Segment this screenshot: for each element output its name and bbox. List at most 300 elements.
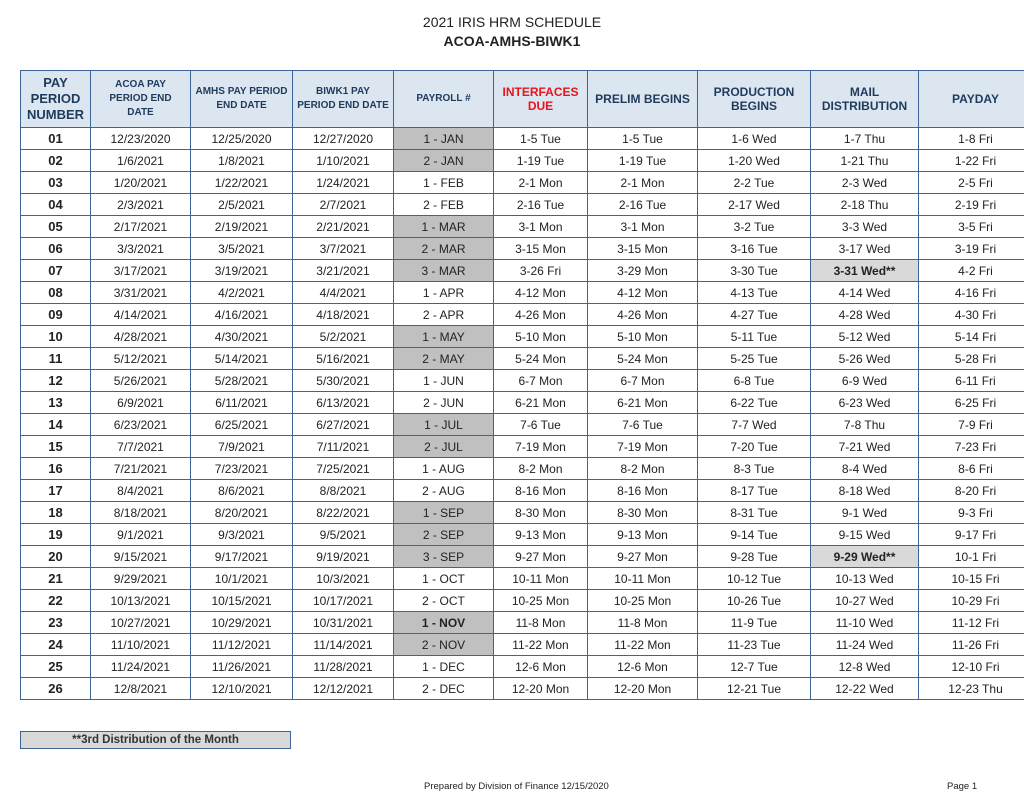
cell-payroll-number: 2 - MAR (394, 238, 494, 260)
cell-payroll-number: 1 - DEC (394, 656, 494, 678)
footnote: **3rd Distribution of the Month (20, 731, 291, 749)
table-row (21, 172, 1024, 194)
cell-interfaces-due: 4-26 Mon (494, 304, 588, 326)
cell-interfaces-due: 5-10 Mon (494, 326, 588, 348)
cell-payday: 6-25 Fri (919, 392, 1024, 414)
table-row (21, 326, 1024, 348)
cell-mail-distribution: 9-1 Wed (811, 502, 919, 524)
cell-production-begins: 1-6 Wed (698, 128, 811, 150)
cell-amhs-end-date: 6/11/2021 (191, 392, 293, 414)
cell-interfaces-due: 6-21 Mon (494, 392, 588, 414)
cell-mail-distribution: 3-31 Wed** (811, 260, 919, 282)
cell-payday: 8-6 Fri (919, 458, 1024, 480)
cell-production-begins: 11-23 Tue (698, 634, 811, 656)
cell-payroll-number: 1 - APR (394, 282, 494, 304)
table-row (21, 194, 1024, 216)
cell-prelim-begins: 10-25 Mon (588, 590, 698, 612)
cell-acoa-end-date: 8/18/2021 (91, 502, 191, 524)
cell-amhs-end-date: 4/2/2021 (191, 282, 293, 304)
header-amhs-end-date: AMHS PAY PERIOD END DATE (191, 71, 293, 128)
cell-production-begins: 4-27 Tue (698, 304, 811, 326)
header-biwk1-end-date: BIWK1 PAY PERIOD END DATE (293, 71, 394, 128)
cell-interfaces-due: 5-24 Mon (494, 348, 588, 370)
cell-interfaces-due: 8-16 Mon (494, 480, 588, 502)
cell-acoa-end-date: 9/15/2021 (91, 546, 191, 568)
cell-pay-period-number: 16 (21, 458, 91, 480)
cell-pay-period-number: 01 (21, 128, 91, 150)
cell-payday: 2-5 Fri (919, 172, 1024, 194)
cell-payroll-number: 1 - JUL (394, 414, 494, 436)
cell-production-begins: 1-20 Wed (698, 150, 811, 172)
cell-payroll-number: 2 - FEB (394, 194, 494, 216)
table-row (21, 480, 1024, 502)
cell-production-begins: 7-7 Wed (698, 414, 811, 436)
table-row (21, 678, 1024, 700)
table-row (21, 436, 1024, 458)
cell-pay-period-number: 26 (21, 678, 91, 700)
cell-prelim-begins: 12-20 Mon (588, 678, 698, 700)
cell-biwk1-end-date: 5/2/2021 (293, 326, 394, 348)
cell-acoa-end-date: 3/3/2021 (91, 238, 191, 260)
cell-interfaces-due: 11-8 Mon (494, 612, 588, 634)
cell-interfaces-due: 6-7 Mon (494, 370, 588, 392)
cell-payday: 5-14 Fri (919, 326, 1024, 348)
cell-mail-distribution: 1-21 Thu (811, 150, 919, 172)
cell-acoa-end-date: 1/6/2021 (91, 150, 191, 172)
cell-acoa-end-date: 6/23/2021 (91, 414, 191, 436)
header-acoa-end-date: ACOA PAY PERIOD END DATE (91, 71, 191, 128)
cell-payday: 12-23 Thu (919, 678, 1024, 700)
cell-biwk1-end-date: 11/14/2021 (293, 634, 394, 656)
cell-prelim-begins: 4-12 Mon (588, 282, 698, 304)
cell-mail-distribution: 12-22 Wed (811, 678, 919, 700)
cell-payroll-number: 2 - NOV (394, 634, 494, 656)
cell-mail-distribution: 8-4 Wed (811, 458, 919, 480)
cell-mail-distribution: 7-8 Thu (811, 414, 919, 436)
cell-payday: 4-30 Fri (919, 304, 1024, 326)
cell-mail-distribution: 8-18 Wed (811, 480, 919, 502)
cell-acoa-end-date: 7/7/2021 (91, 436, 191, 458)
cell-prelim-begins: 9-27 Mon (588, 546, 698, 568)
cell-prelim-begins: 11-22 Mon (588, 634, 698, 656)
table-row (21, 238, 1024, 260)
table-row (21, 282, 1024, 304)
cell-payday: 3-19 Fri (919, 238, 1024, 260)
cell-amhs-end-date: 9/3/2021 (191, 524, 293, 546)
cell-acoa-end-date: 5/26/2021 (91, 370, 191, 392)
cell-amhs-end-date: 12/10/2021 (191, 678, 293, 700)
cell-biwk1-end-date: 1/24/2021 (293, 172, 394, 194)
cell-pay-period-number: 03 (21, 172, 91, 194)
cell-interfaces-due: 8-30 Mon (494, 502, 588, 524)
table-row (21, 524, 1024, 546)
cell-payday: 9-17 Fri (919, 524, 1024, 546)
cell-production-begins: 3-2 Tue (698, 216, 811, 238)
cell-prelim-begins: 7-19 Mon (588, 436, 698, 458)
cell-payroll-number: 1 - AUG (394, 458, 494, 480)
table-row (21, 370, 1024, 392)
cell-acoa-end-date: 9/1/2021 (91, 524, 191, 546)
cell-mail-distribution: 4-14 Wed (811, 282, 919, 304)
cell-pay-period-number: 05 (21, 216, 91, 238)
cell-amhs-end-date: 7/9/2021 (191, 436, 293, 458)
cell-production-begins: 10-12 Tue (698, 568, 811, 590)
cell-mail-distribution: 10-13 Wed (811, 568, 919, 590)
cell-production-begins: 9-28 Tue (698, 546, 811, 568)
page-number: Page 1 (947, 781, 978, 792)
cell-payroll-number: 1 - SEP (394, 502, 494, 524)
cell-acoa-end-date: 10/13/2021 (91, 590, 191, 612)
cell-pay-period-number: 20 (21, 546, 91, 568)
cell-pay-period-number: 13 (21, 392, 91, 414)
cell-payroll-number: 1 - JAN (394, 128, 494, 150)
cell-amhs-end-date: 7/23/2021 (191, 458, 293, 480)
cell-biwk1-end-date: 8/8/2021 (293, 480, 394, 502)
cell-pay-period-number: 10 (21, 326, 91, 348)
cell-payroll-number: 2 - JUL (394, 436, 494, 458)
cell-interfaces-due: 11-22 Mon (494, 634, 588, 656)
cell-acoa-end-date: 2/3/2021 (91, 194, 191, 216)
cell-prelim-begins: 4-26 Mon (588, 304, 698, 326)
cell-payroll-number: 1 - OCT (394, 568, 494, 590)
cell-production-begins: 8-17 Tue (698, 480, 811, 502)
cell-prelim-begins: 5-10 Mon (588, 326, 698, 348)
cell-acoa-end-date: 7/21/2021 (91, 458, 191, 480)
cell-prelim-begins: 6-7 Mon (588, 370, 698, 392)
cell-payroll-number: 2 - JAN (394, 150, 494, 172)
cell-acoa-end-date: 4/28/2021 (91, 326, 191, 348)
cell-payday: 4-2 Fri (919, 260, 1024, 282)
cell-interfaces-due: 9-27 Mon (494, 546, 588, 568)
cell-production-begins: 10-26 Tue (698, 590, 811, 612)
table-row (21, 546, 1024, 568)
cell-pay-period-number: 19 (21, 524, 91, 546)
cell-mail-distribution: 12-8 Wed (811, 656, 919, 678)
cell-amhs-end-date: 5/28/2021 (191, 370, 293, 392)
prepared-by: Prepared by Division of Finance 12/15/2020 (424, 781, 609, 792)
cell-biwk1-end-date: 9/5/2021 (293, 524, 394, 546)
schedule-table (20, 70, 1024, 700)
cell-amhs-end-date: 11/12/2021 (191, 634, 293, 656)
cell-acoa-end-date: 1/20/2021 (91, 172, 191, 194)
cell-biwk1-end-date: 6/13/2021 (293, 392, 394, 414)
cell-biwk1-end-date: 5/30/2021 (293, 370, 394, 392)
cell-payday: 7-23 Fri (919, 436, 1024, 458)
cell-payroll-number: 1 - MAR (394, 216, 494, 238)
cell-amhs-end-date: 10/1/2021 (191, 568, 293, 590)
cell-production-begins: 4-13 Tue (698, 282, 811, 304)
cell-production-begins: 8-3 Tue (698, 458, 811, 480)
table-row (21, 216, 1024, 238)
cell-interfaces-due: 3-15 Mon (494, 238, 588, 260)
cell-interfaces-due: 3-26 Fri (494, 260, 588, 282)
cell-mail-distribution: 1-7 Thu (811, 128, 919, 150)
cell-pay-period-number: 04 (21, 194, 91, 216)
cell-prelim-begins: 12-6 Mon (588, 656, 698, 678)
cell-interfaces-due: 2-1 Mon (494, 172, 588, 194)
cell-pay-period-number: 08 (21, 282, 91, 304)
cell-payday: 12-10 Fri (919, 656, 1024, 678)
header-mail-distribution: MAIL DISTRIBUTION (811, 71, 919, 128)
table-row (21, 150, 1024, 172)
cell-interfaces-due: 3-1 Mon (494, 216, 588, 238)
cell-payroll-number: 3 - SEP (394, 546, 494, 568)
cell-mail-distribution: 2-18 Thu (811, 194, 919, 216)
cell-biwk1-end-date: 3/7/2021 (293, 238, 394, 260)
cell-pay-period-number: 24 (21, 634, 91, 656)
cell-biwk1-end-date: 6/27/2021 (293, 414, 394, 436)
cell-payday: 2-19 Fri (919, 194, 1024, 216)
cell-payday: 10-15 Fri (919, 568, 1024, 590)
cell-prelim-begins: 8-16 Mon (588, 480, 698, 502)
cell-mail-distribution: 5-26 Wed (811, 348, 919, 370)
cell-biwk1-end-date: 9/19/2021 (293, 546, 394, 568)
table-row (21, 656, 1024, 678)
cell-production-begins: 5-25 Tue (698, 348, 811, 370)
cell-payday: 9-3 Fri (919, 502, 1024, 524)
cell-biwk1-end-date: 11/28/2021 (293, 656, 394, 678)
table-row (21, 260, 1024, 282)
cell-amhs-end-date: 3/19/2021 (191, 260, 293, 282)
cell-payroll-number: 2 - APR (394, 304, 494, 326)
cell-interfaces-due: 7-6 Tue (494, 414, 588, 436)
cell-production-begins: 3-16 Tue (698, 238, 811, 260)
cell-amhs-end-date: 1/22/2021 (191, 172, 293, 194)
cell-acoa-end-date: 11/24/2021 (91, 656, 191, 678)
cell-acoa-end-date: 5/12/2021 (91, 348, 191, 370)
cell-pay-period-number: 12 (21, 370, 91, 392)
cell-biwk1-end-date: 12/12/2021 (293, 678, 394, 700)
cell-payday: 11-26 Fri (919, 634, 1024, 656)
cell-amhs-end-date: 8/20/2021 (191, 502, 293, 524)
cell-prelim-begins: 5-24 Mon (588, 348, 698, 370)
cell-mail-distribution: 9-29 Wed** (811, 546, 919, 568)
cell-acoa-end-date: 8/4/2021 (91, 480, 191, 502)
cell-production-begins: 6-8 Tue (698, 370, 811, 392)
cell-biwk1-end-date: 4/18/2021 (293, 304, 394, 326)
cell-pay-period-number: 15 (21, 436, 91, 458)
cell-biwk1-end-date: 2/21/2021 (293, 216, 394, 238)
cell-production-begins: 12-7 Tue (698, 656, 811, 678)
cell-prelim-begins: 8-2 Mon (588, 458, 698, 480)
cell-prelim-begins: 11-8 Mon (588, 612, 698, 634)
cell-acoa-end-date: 3/17/2021 (91, 260, 191, 282)
cell-interfaces-due: 12-20 Mon (494, 678, 588, 700)
header-interfaces-due: INTERFACES DUE (494, 71, 588, 128)
cell-mail-distribution: 6-23 Wed (811, 392, 919, 414)
cell-biwk1-end-date: 7/11/2021 (293, 436, 394, 458)
cell-mail-distribution: 6-9 Wed (811, 370, 919, 392)
cell-amhs-end-date: 2/19/2021 (191, 216, 293, 238)
cell-acoa-end-date: 9/29/2021 (91, 568, 191, 590)
cell-amhs-end-date: 3/5/2021 (191, 238, 293, 260)
cell-prelim-begins: 2-1 Mon (588, 172, 698, 194)
header-pay-period-number: PAY PERIOD NUMBER (21, 71, 91, 128)
cell-amhs-end-date: 5/14/2021 (191, 348, 293, 370)
table-row (21, 414, 1024, 436)
cell-pay-period-number: 06 (21, 238, 91, 260)
cell-acoa-end-date: 12/8/2021 (91, 678, 191, 700)
cell-acoa-end-date: 6/9/2021 (91, 392, 191, 414)
cell-interfaces-due: 9-13 Mon (494, 524, 588, 546)
cell-biwk1-end-date: 10/17/2021 (293, 590, 394, 612)
cell-payroll-number: 3 - MAR (394, 260, 494, 282)
cell-acoa-end-date: 3/31/2021 (91, 282, 191, 304)
cell-mail-distribution: 7-21 Wed (811, 436, 919, 458)
cell-pay-period-number: 11 (21, 348, 91, 370)
cell-biwk1-end-date: 4/4/2021 (293, 282, 394, 304)
cell-acoa-end-date: 11/10/2021 (91, 634, 191, 656)
cell-payday: 7-9 Fri (919, 414, 1024, 436)
cell-amhs-end-date: 10/29/2021 (191, 612, 293, 634)
cell-payroll-number: 1 - FEB (394, 172, 494, 194)
cell-pay-period-number: 21 (21, 568, 91, 590)
cell-payroll-number: 1 - MAY (394, 326, 494, 348)
cell-pay-period-number: 23 (21, 612, 91, 634)
header-payroll-number: PAYROLL # (394, 71, 494, 128)
header-row (21, 71, 1024, 128)
document-subtitle: ACOA-AMHS-BIWK1 (443, 33, 581, 49)
cell-acoa-end-date: 12/23/2020 (91, 128, 191, 150)
cell-prelim-begins: 2-16 Tue (588, 194, 698, 216)
cell-pay-period-number: 17 (21, 480, 91, 502)
table-row (21, 392, 1024, 414)
cell-production-begins: 3-30 Tue (698, 260, 811, 282)
cell-payday: 10-29 Fri (919, 590, 1024, 612)
table-row (21, 458, 1024, 480)
cell-interfaces-due: 1-19 Tue (494, 150, 588, 172)
cell-amhs-end-date: 11/26/2021 (191, 656, 293, 678)
cell-interfaces-due: 10-11 Mon (494, 568, 588, 590)
cell-biwk1-end-date: 10/3/2021 (293, 568, 394, 590)
table-row (21, 502, 1024, 524)
cell-prelim-begins: 3-15 Mon (588, 238, 698, 260)
cell-mail-distribution: 9-15 Wed (811, 524, 919, 546)
cell-pay-period-number: 18 (21, 502, 91, 524)
cell-interfaces-due: 10-25 Mon (494, 590, 588, 612)
cell-amhs-end-date: 4/30/2021 (191, 326, 293, 348)
cell-production-begins: 6-22 Tue (698, 392, 811, 414)
cell-pay-period-number: 09 (21, 304, 91, 326)
document-title: 2021 IRIS HRM SCHEDULE (422, 14, 602, 30)
cell-prelim-begins: 1-19 Tue (588, 150, 698, 172)
cell-biwk1-end-date: 7/25/2021 (293, 458, 394, 480)
cell-interfaces-due: 7-19 Mon (494, 436, 588, 458)
cell-payday: 1-8 Fri (919, 128, 1024, 150)
cell-payroll-number: 2 - JUN (394, 392, 494, 414)
cell-production-begins: 2-2 Tue (698, 172, 811, 194)
cell-amhs-end-date: 9/17/2021 (191, 546, 293, 568)
cell-production-begins: 12-21 Tue (698, 678, 811, 700)
cell-pay-period-number: 07 (21, 260, 91, 282)
cell-payday: 6-11 Fri (919, 370, 1024, 392)
cell-acoa-end-date: 4/14/2021 (91, 304, 191, 326)
table-row (21, 128, 1024, 150)
cell-payday: 1-22 Fri (919, 150, 1024, 172)
cell-amhs-end-date: 10/15/2021 (191, 590, 293, 612)
cell-payday: 10-1 Fri (919, 546, 1024, 568)
cell-payroll-number: 1 - JUN (394, 370, 494, 392)
cell-production-begins: 9-14 Tue (698, 524, 811, 546)
cell-payroll-number: 2 - MAY (394, 348, 494, 370)
cell-payday: 8-20 Fri (919, 480, 1024, 502)
cell-mail-distribution: 10-27 Wed (811, 590, 919, 612)
cell-payday: 4-16 Fri (919, 282, 1024, 304)
cell-payroll-number: 2 - DEC (394, 678, 494, 700)
cell-mail-distribution: 2-3 Wed (811, 172, 919, 194)
cell-prelim-begins: 9-13 Mon (588, 524, 698, 546)
cell-prelim-begins: 3-29 Mon (588, 260, 698, 282)
cell-interfaces-due: 4-12 Mon (494, 282, 588, 304)
cell-mail-distribution: 3-17 Wed (811, 238, 919, 260)
cell-amhs-end-date: 6/25/2021 (191, 414, 293, 436)
cell-production-begins: 5-11 Tue (698, 326, 811, 348)
cell-prelim-begins: 1-5 Tue (588, 128, 698, 150)
cell-payroll-number: 1 - NOV (394, 612, 494, 634)
cell-amhs-end-date: 2/5/2021 (191, 194, 293, 216)
cell-biwk1-end-date: 3/21/2021 (293, 260, 394, 282)
cell-interfaces-due: 12-6 Mon (494, 656, 588, 678)
cell-mail-distribution: 4-28 Wed (811, 304, 919, 326)
cell-prelim-begins: 8-30 Mon (588, 502, 698, 524)
cell-payroll-number: 2 - OCT (394, 590, 494, 612)
cell-amhs-end-date: 8/6/2021 (191, 480, 293, 502)
cell-acoa-end-date: 2/17/2021 (91, 216, 191, 238)
cell-acoa-end-date: 10/27/2021 (91, 612, 191, 634)
cell-biwk1-end-date: 5/16/2021 (293, 348, 394, 370)
cell-payday: 5-28 Fri (919, 348, 1024, 370)
cell-prelim-begins: 10-11 Mon (588, 568, 698, 590)
table-row (21, 612, 1024, 634)
cell-production-begins: 8-31 Tue (698, 502, 811, 524)
cell-biwk1-end-date: 1/10/2021 (293, 150, 394, 172)
cell-pay-period-number: 02 (21, 150, 91, 172)
table-row (21, 304, 1024, 326)
header-production-begins: PRODUCTION BEGINS (698, 71, 811, 128)
cell-mail-distribution: 3-3 Wed (811, 216, 919, 238)
cell-biwk1-end-date: 8/22/2021 (293, 502, 394, 524)
cell-interfaces-due: 8-2 Mon (494, 458, 588, 480)
cell-biwk1-end-date: 2/7/2021 (293, 194, 394, 216)
cell-prelim-begins: 6-21 Mon (588, 392, 698, 414)
cell-production-begins: 7-20 Tue (698, 436, 811, 458)
cell-biwk1-end-date: 10/31/2021 (293, 612, 394, 634)
cell-production-begins: 2-17 Wed (698, 194, 811, 216)
cell-prelim-begins: 7-6 Tue (588, 414, 698, 436)
cell-amhs-end-date: 12/25/2020 (191, 128, 293, 150)
cell-interfaces-due: 1-5 Tue (494, 128, 588, 150)
cell-pay-period-number: 25 (21, 656, 91, 678)
cell-payroll-number: 2 - SEP (394, 524, 494, 546)
table-row (21, 568, 1024, 590)
table-row (21, 590, 1024, 612)
cell-mail-distribution: 11-24 Wed (811, 634, 919, 656)
cell-payroll-number: 2 - AUG (394, 480, 494, 502)
cell-amhs-end-date: 4/16/2021 (191, 304, 293, 326)
cell-mail-distribution: 11-10 Wed (811, 612, 919, 634)
cell-pay-period-number: 22 (21, 590, 91, 612)
cell-payday: 11-12 Fri (919, 612, 1024, 634)
cell-payday: 3-5 Fri (919, 216, 1024, 238)
cell-pay-period-number: 14 (21, 414, 91, 436)
cell-mail-distribution: 5-12 Wed (811, 326, 919, 348)
cell-production-begins: 11-9 Tue (698, 612, 811, 634)
cell-biwk1-end-date: 12/27/2020 (293, 128, 394, 150)
cell-amhs-end-date: 1/8/2021 (191, 150, 293, 172)
table-row (21, 634, 1024, 656)
table-row (21, 348, 1024, 370)
cell-interfaces-due: 2-16 Tue (494, 194, 588, 216)
